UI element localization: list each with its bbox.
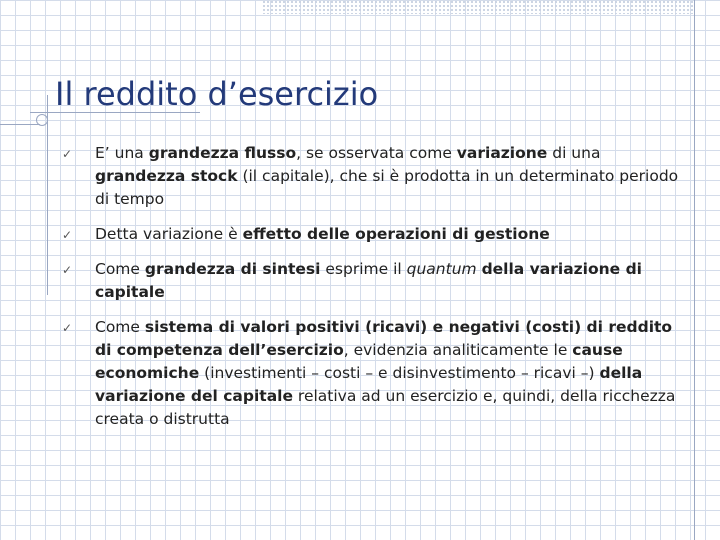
bullet-text-segment: di una — [547, 144, 601, 162]
bullet-item — [62, 258, 682, 304]
bullet-item — [62, 316, 682, 431]
bullet-text-segment: sistema di valori positivi (ricavi) e negativi (costi) di reddito di competenza dell’esercizio — [95, 318, 673, 359]
left-vertical-rule — [47, 95, 48, 295]
decorative-circle — [36, 114, 48, 126]
check-icon: ✓ — [62, 321, 73, 335]
bullet-text-segment: della variazione di capitale — [95, 260, 642, 301]
bullet-text-segment: Come — [95, 260, 145, 278]
bullet-text-segment: esprime il — [320, 260, 407, 278]
bullet-text-segment: quantum — [406, 260, 477, 278]
bullet-text-segment: (il capitale), che si è prodotta in un determinato periodo di tempo — [95, 167, 679, 208]
check-icon: ✓ — [62, 228, 73, 242]
bullet-list — [62, 142, 682, 443]
bullet-text-segment: , evidenzia analiticamente le — [343, 341, 573, 359]
bullet-item — [62, 142, 682, 211]
bullet-text-segment: grandezza flusso — [148, 144, 297, 162]
bullet-text-segment: , se osservata come — [296, 144, 457, 162]
bullet-text-segment: grandezza di sintesi — [144, 260, 321, 278]
slide-title: Il reddito d’esercizio — [55, 75, 379, 113]
bullet-text-segment: della variazione del capitale — [95, 364, 643, 405]
check-icon: ✓ — [62, 147, 73, 161]
bullet-text-segment: grandezza stock — [95, 167, 238, 185]
bullet-text-segment: variazione — [456, 144, 548, 162]
bullet-text-segment: Detta variazione è — [95, 225, 243, 243]
left-horizontal-rule — [0, 124, 40, 125]
bullet-text-segment: E’ una — [95, 144, 149, 162]
bullet-text-segment: (investimenti – costi – e disinvestimento – ricavi –) — [199, 364, 600, 382]
right-vertical-rule — [694, 0, 695, 540]
top-decorative-band — [262, 0, 694, 14]
bullet-text-segment: Come — [95, 318, 145, 336]
bullet-text-segment: cause economiche — [95, 341, 623, 382]
bullet-item — [62, 223, 682, 246]
bullet-text-segment: effetto delle operazioni di gestione — [242, 225, 550, 243]
check-icon: ✓ — [62, 263, 73, 277]
bullet-text-segment: relativa ad un esercizio e, quindi, della ricchezza creata o distrutta — [95, 387, 676, 428]
